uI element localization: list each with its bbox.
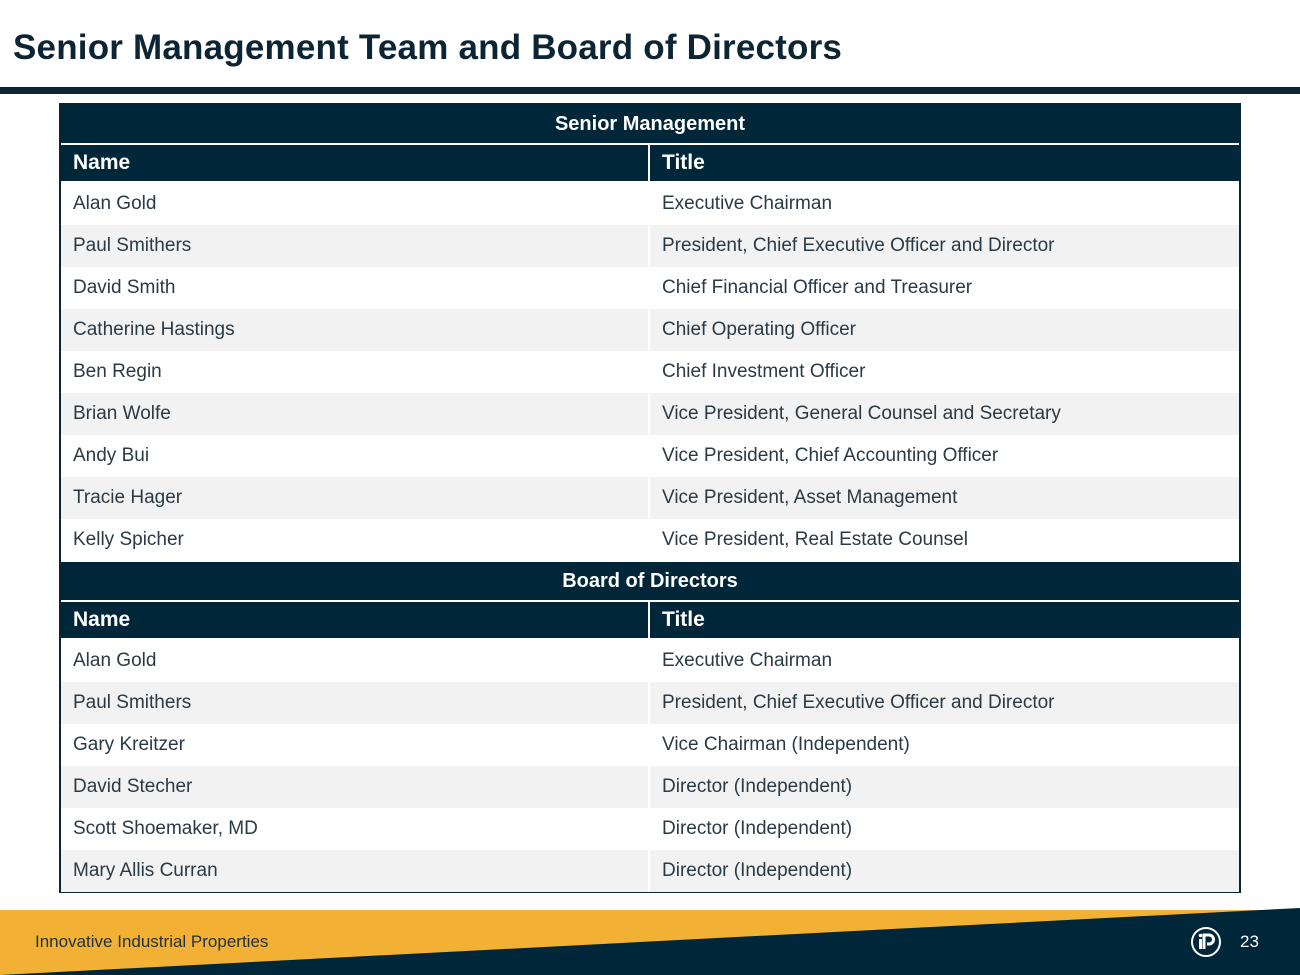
senior-management-column-headers [61,143,1239,181]
row-name: Mary Allis Curran [61,850,650,892]
table-row [61,640,1239,682]
row-name: Catherine Hastings [61,309,650,351]
column-header-title: Title [662,608,705,631]
row-name: Brian Wolfe [61,393,650,435]
row-name: Alan Gold [61,640,650,682]
row-name: David Stecher [61,766,650,808]
row-name: Paul Smithers [61,682,650,724]
row-title: Chief Investment Officer [662,361,866,382]
row-title: President, Chief Executive Officer and Director [662,692,1055,713]
row-title: Executive Chairman [662,650,833,671]
row-name: Kelly Spicher [61,519,650,561]
row-title: Executive Chairman [662,193,833,214]
table-row [61,850,1239,892]
page-title: Senior Management Team and Board of Directors [13,28,843,67]
column-header-name: Name [61,602,650,638]
table-row [61,393,1239,435]
table-row [61,183,1239,225]
row-name: Paul Smithers [61,225,650,267]
table-row [61,682,1239,724]
table-row [61,477,1239,519]
column-header-name: Name [61,145,650,181]
row-title: Director (Independent) [662,776,853,797]
company-logo-icon [1190,926,1222,958]
table-row [61,309,1239,351]
row-name: David Smith [61,267,650,309]
row-title: President, Chief Executive Officer and Director [662,235,1055,256]
table-row [61,519,1239,561]
row-title: Vice Chairman (Independent) [662,734,910,755]
table-row [61,435,1239,477]
row-title: Chief Operating Officer [662,319,856,340]
table-row [61,225,1239,267]
table-row [61,267,1239,309]
table-row [61,351,1239,393]
row-name: Ben Regin [61,351,650,393]
column-header-title: Title [662,151,705,174]
row-title: Director (Independent) [662,818,853,839]
table-row [61,724,1239,766]
board-column-headers [61,600,1239,638]
row-name: Scott Shoemaker, MD [61,808,650,850]
table-row [61,766,1239,808]
page-number: 23 [1240,932,1259,951]
row-title: Chief Financial Officer and Treasurer [662,277,973,298]
row-name: Tracie Hager [61,477,650,519]
row-name: Andy Bui [61,435,650,477]
row-title: Vice President, Asset Management [662,487,958,508]
footer-company-name: Innovative Industrial Properties [35,932,269,951]
row-title: Vice President, General Counsel and Secretary [662,403,1061,424]
row-name: Gary Kreitzer [61,724,650,766]
leadership-table [59,103,1241,893]
table-row [61,808,1239,850]
title-divider [0,87,1300,94]
row-title: Vice President, Chief Accounting Officer [662,445,999,466]
section-heading-senior-management: Senior Management [61,105,1239,143]
row-name: Alan Gold [61,183,650,225]
section-heading-board-of-directors: Board of Directors [61,562,1239,600]
row-title: Director (Independent) [662,860,853,881]
row-title: Vice President, Real Estate Counsel [662,529,968,550]
